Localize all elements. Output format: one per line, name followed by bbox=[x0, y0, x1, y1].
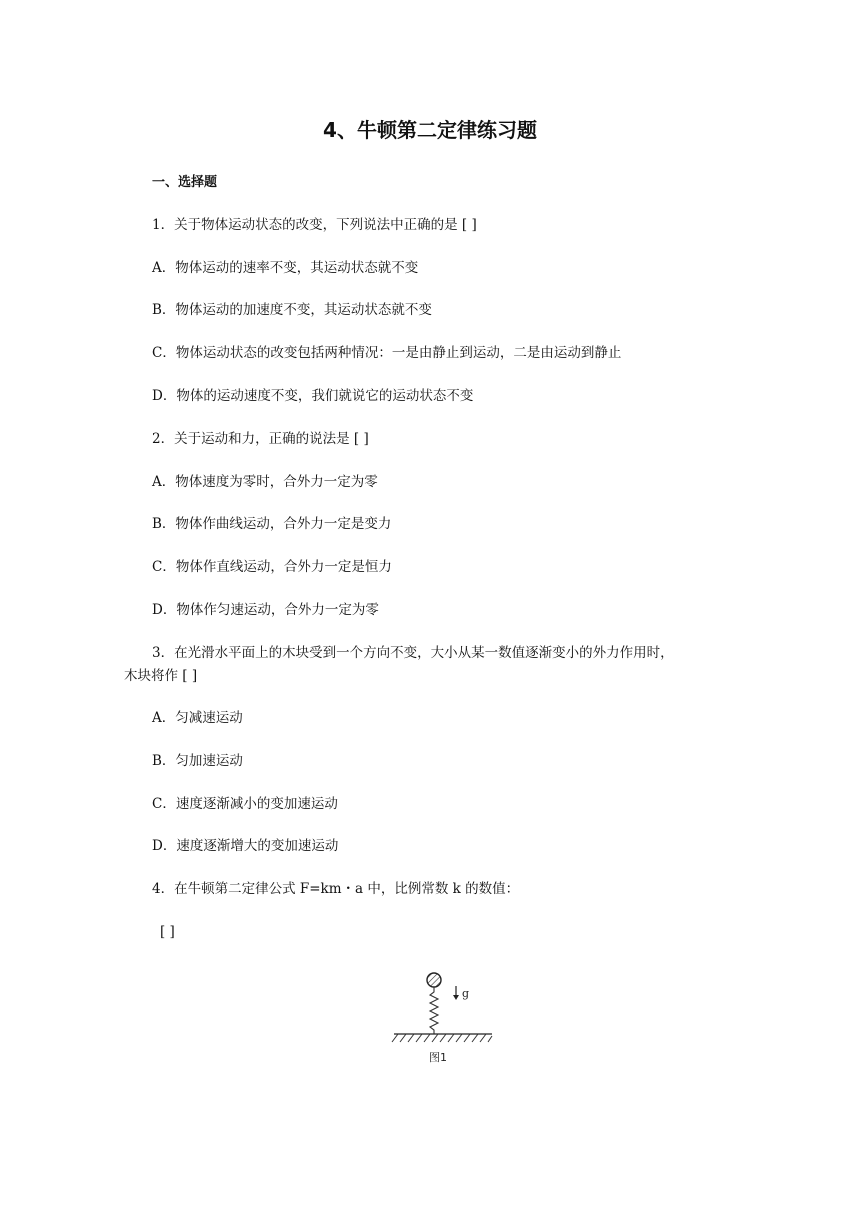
ball-shape bbox=[427, 973, 441, 987]
question-2-option-b: B．物体作曲线运动，合外力一定是变力 bbox=[152, 516, 392, 532]
spring-ball-diagram bbox=[388, 966, 500, 1068]
question-1-option-d: D．物体的运动速度不变，我们就说它的运动状态不变 bbox=[152, 388, 474, 404]
ground-hatching bbox=[392, 1034, 492, 1042]
figure-caption: 图1 bbox=[429, 1051, 447, 1064]
question-3-stem-line-2: 木块将作 [ ] bbox=[124, 668, 198, 684]
spring-shape bbox=[430, 987, 438, 1034]
question-4-bracket: [ ] bbox=[160, 924, 175, 940]
question-3-option-b: B．匀加速运动 bbox=[152, 753, 243, 769]
question-3-stem-line-1: 3．在光滑水平面上的木块受到一个方向不变，大小从某一数值逐渐变小的外力作用时， bbox=[152, 645, 674, 661]
question-4-stem: 4．在牛顿第二定律公式 F=km・a 中，比例常数 k 的数值： bbox=[152, 881, 520, 897]
question-3-option-a: A．匀减速运动 bbox=[152, 710, 243, 726]
question-1-option-b: B．物体运动的加速度不变，其运动状态就不变 bbox=[152, 302, 432, 318]
question-2-option-c: C．物体作直线运动，合外力一定是恒力 bbox=[152, 559, 392, 575]
question-3-option-d: D．速度逐渐增大的变加速运动 bbox=[152, 838, 339, 854]
question-1-option-a: A．物体运动的速率不变，其运动状态就不变 bbox=[152, 260, 419, 276]
figure-1 bbox=[388, 966, 500, 1068]
question-2-option-d: D．物体作匀速运动，合外力一定为零 bbox=[152, 602, 379, 618]
question-1-stem: 1．关于物体运动状态的改变，下列说法中正确的是 [ ] bbox=[152, 217, 477, 233]
gravity-arrowhead bbox=[453, 995, 459, 1000]
page-title: 4、牛顿第二定律练习题 bbox=[323, 118, 537, 142]
gravity-label: g bbox=[462, 987, 470, 1000]
question-1-option-c: C．物体运动状态的改变包括两种情况：一是由静止到运动，二是由运动到静止 bbox=[152, 345, 622, 361]
question-2-option-a: A．物体速度为零时，合外力一定为零 bbox=[152, 474, 378, 490]
question-3-option-c: C．速度逐渐减小的变加速运动 bbox=[152, 796, 338, 812]
section-heading: 一、选择题 bbox=[152, 175, 218, 190]
question-2-stem: 2．关于运动和力，正确的说法是 [ ] bbox=[152, 431, 369, 447]
